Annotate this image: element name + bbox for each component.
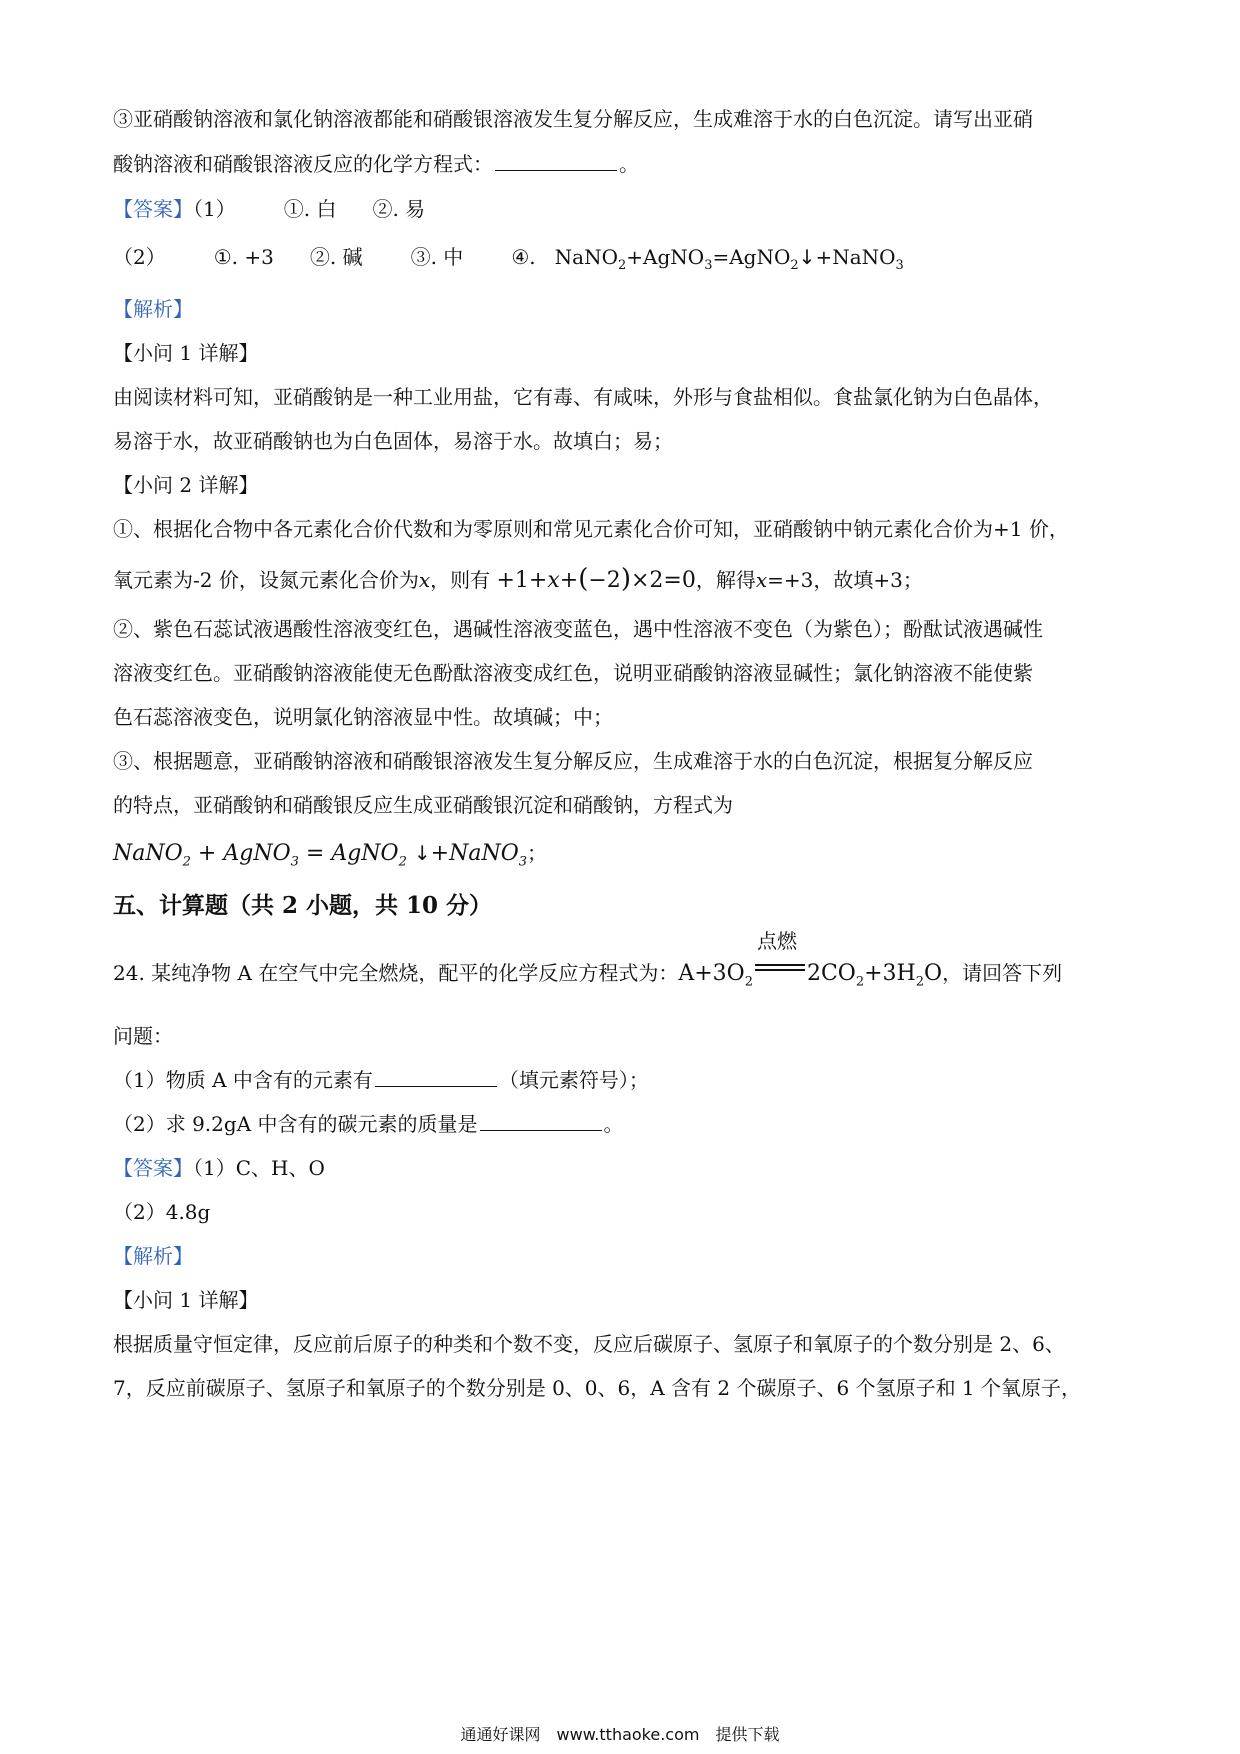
answer-label: 【答案】: [113, 1156, 193, 1180]
q24-analysis-line1: 根据质量守恒定律，反应前后原子的种类和个数不变，反应后碳原子、氢原子和氧原子的个数分别是 2、6、: [113, 1332, 1065, 1356]
q23-part3-line2-end: 。: [619, 152, 639, 176]
q24-stem-line2: 问题：: [113, 1024, 173, 1048]
var-x: x: [418, 568, 431, 592]
sub2-line4: 溶液变红色。亚硝酸钠溶液能使无色酚酞溶液变成红色，说明亚硝酸钠溶液显碱性；氯化钠溶液不能使紫: [113, 661, 1033, 685]
answer-part2-num: （2）: [113, 245, 166, 269]
sub2-line1: ①、根据化合物中各元素化合价代数和为零原则和常见元素化合价可知，亚硝酸钠中钠元素化合价为+1 价，: [113, 517, 1069, 541]
answer-p2-a: ①. +3: [213, 245, 274, 269]
answer-part1-num: （1）: [193, 197, 236, 221]
chem-equation-answer: NaNO$_2$+AgNO$_3$=AgNO$_2$↓+NaNO$_3$: [541, 245, 904, 273]
sub2-line2-d: =+3，故填+3；: [767, 568, 923, 592]
q24-q2-post: 。: [603, 1112, 624, 1136]
answer-label: 【答案】: [113, 197, 193, 221]
sub1-line2: 易溶于水，故亚硝酸钠也为白色固体，易溶于水。故填白；易；: [113, 429, 673, 453]
q24-q2-pre: （2）求 9.2gA 中含有的碳元素的质量是: [113, 1112, 478, 1136]
sub2-line2-a: 氧元素为-2 价，设氮元素化合价为: [113, 568, 419, 592]
condition-text: 点燃: [756, 929, 797, 953]
q23-part3-line1: ③亚硝酸钠溶液和氯化钠溶液都能和硝酸银溶液发生复分解反应，生成难溶于水的白色沉淀。请写出亚硝: [113, 107, 1033, 131]
sub1-line1: 由阅读材料可知，亚硝酸钠是一种工业用盐，它有毒、有咸味，外形与食盐相似。食盐氯化钠为白色晶体，: [113, 385, 1053, 409]
valence-equation: +1+x+(−2)×2=0: [496, 564, 696, 594]
reaction-condition: [755, 929, 805, 980]
analysis-label: 【解析】: [113, 297, 193, 321]
answer-p2-c: ③. 中: [410, 245, 464, 269]
q24-answer-1: （1）C、H、O: [193, 1156, 325, 1180]
answer-p2-d: ④.: [511, 245, 536, 269]
page-footer: 通通好课网 www.tthaoke.com 提供下载: [460, 1725, 780, 1744]
q24-question2: [113, 1111, 1143, 1137]
q23-answer-line1: [113, 196, 1143, 222]
q24-stem-pre: 24. 某纯净物 A 在空气中完全燃烧，配平的化学反应方程式为：: [113, 961, 679, 985]
answer-p1-b: ②. 易: [372, 197, 426, 221]
analysis-label: 【解析】: [113, 1244, 193, 1268]
answer-p1-a: ①. 白: [283, 197, 337, 221]
q23-part3-line2: [113, 151, 1143, 177]
sub2-line2: [113, 566, 1143, 594]
q24-sub1-title: 【小问 1 详解】: [113, 1288, 259, 1312]
q24-stem-post: ，请回答下列: [942, 961, 1063, 985]
sub2-line2-c: ，解得: [695, 568, 756, 592]
q24-answer-2: （2）4.8g: [113, 1200, 211, 1224]
section-heading: 五、计算题（共 2 小题，共 10 分）: [113, 892, 493, 919]
sub2-line7: 的特点，亚硝酸钠和硝酸银反应生成亚硝酸银沉淀和硝酸钠，方程式为: [113, 793, 733, 817]
q24-answer-line1: [113, 1155, 1143, 1181]
answer-blank: [375, 1068, 497, 1087]
q23-answer-line2: [113, 244, 1143, 273]
sub2-line5: 色石蕊溶液变色，说明氯化钠溶液显中性。故填碱；中；: [113, 705, 613, 729]
sub2-line2-b: ，则有: [430, 568, 491, 592]
var-x-2: x: [755, 568, 768, 592]
answer-blank: [495, 152, 617, 171]
sub2-title: 【小问 2 详解】: [113, 473, 259, 497]
sub2-line3: ②、紫色石蕊试液遇酸性溶液变红色，遇碱性溶液变蓝色，遇中性溶液不变色（为紫色）；酚酞试液遇碱性: [113, 617, 1043, 641]
q24-q1-post: （填元素符号）；: [498, 1068, 649, 1092]
sub1-title: 【小问 1 详解】: [113, 341, 259, 365]
q24-equation: $A+3O_2$ 点燃 $2CO_2+3H_2O$: [678, 929, 943, 990]
sub2-line8: [113, 840, 1143, 870]
sub2-line8-end: ；: [527, 841, 548, 865]
sub2-line6: ③、根据题意，亚硝酸钠溶液和硝酸银溶液发生复分解反应，生成难溶于水的白色沉淀，根据复分解反应: [113, 749, 1033, 773]
q24-analysis-line2: 7，反应前碳原子、氢原子和氧原子的个数分别是 0、0、6，A 含有 2 个碳原子、6 个氢原子和 1 个氧原子，: [113, 1376, 1082, 1400]
q24-question1: [113, 1067, 1143, 1093]
answer-blank: [480, 1112, 602, 1131]
q23-part3-line2-text: 酸钠溶液和硝酸银溶液反应的化学方程式：: [113, 152, 493, 176]
q24-stem-line1: [113, 929, 1143, 990]
answer-p2-b: ②. 碱: [309, 245, 363, 269]
q24-q1-pre: （1）物质 A 中含有的元素有: [113, 1068, 373, 1092]
chem-equation-italic: NaNO$_2$ + AgNO$_3$ = AgNO$_2$ ↓+NaNO$_3$: [113, 841, 528, 870]
